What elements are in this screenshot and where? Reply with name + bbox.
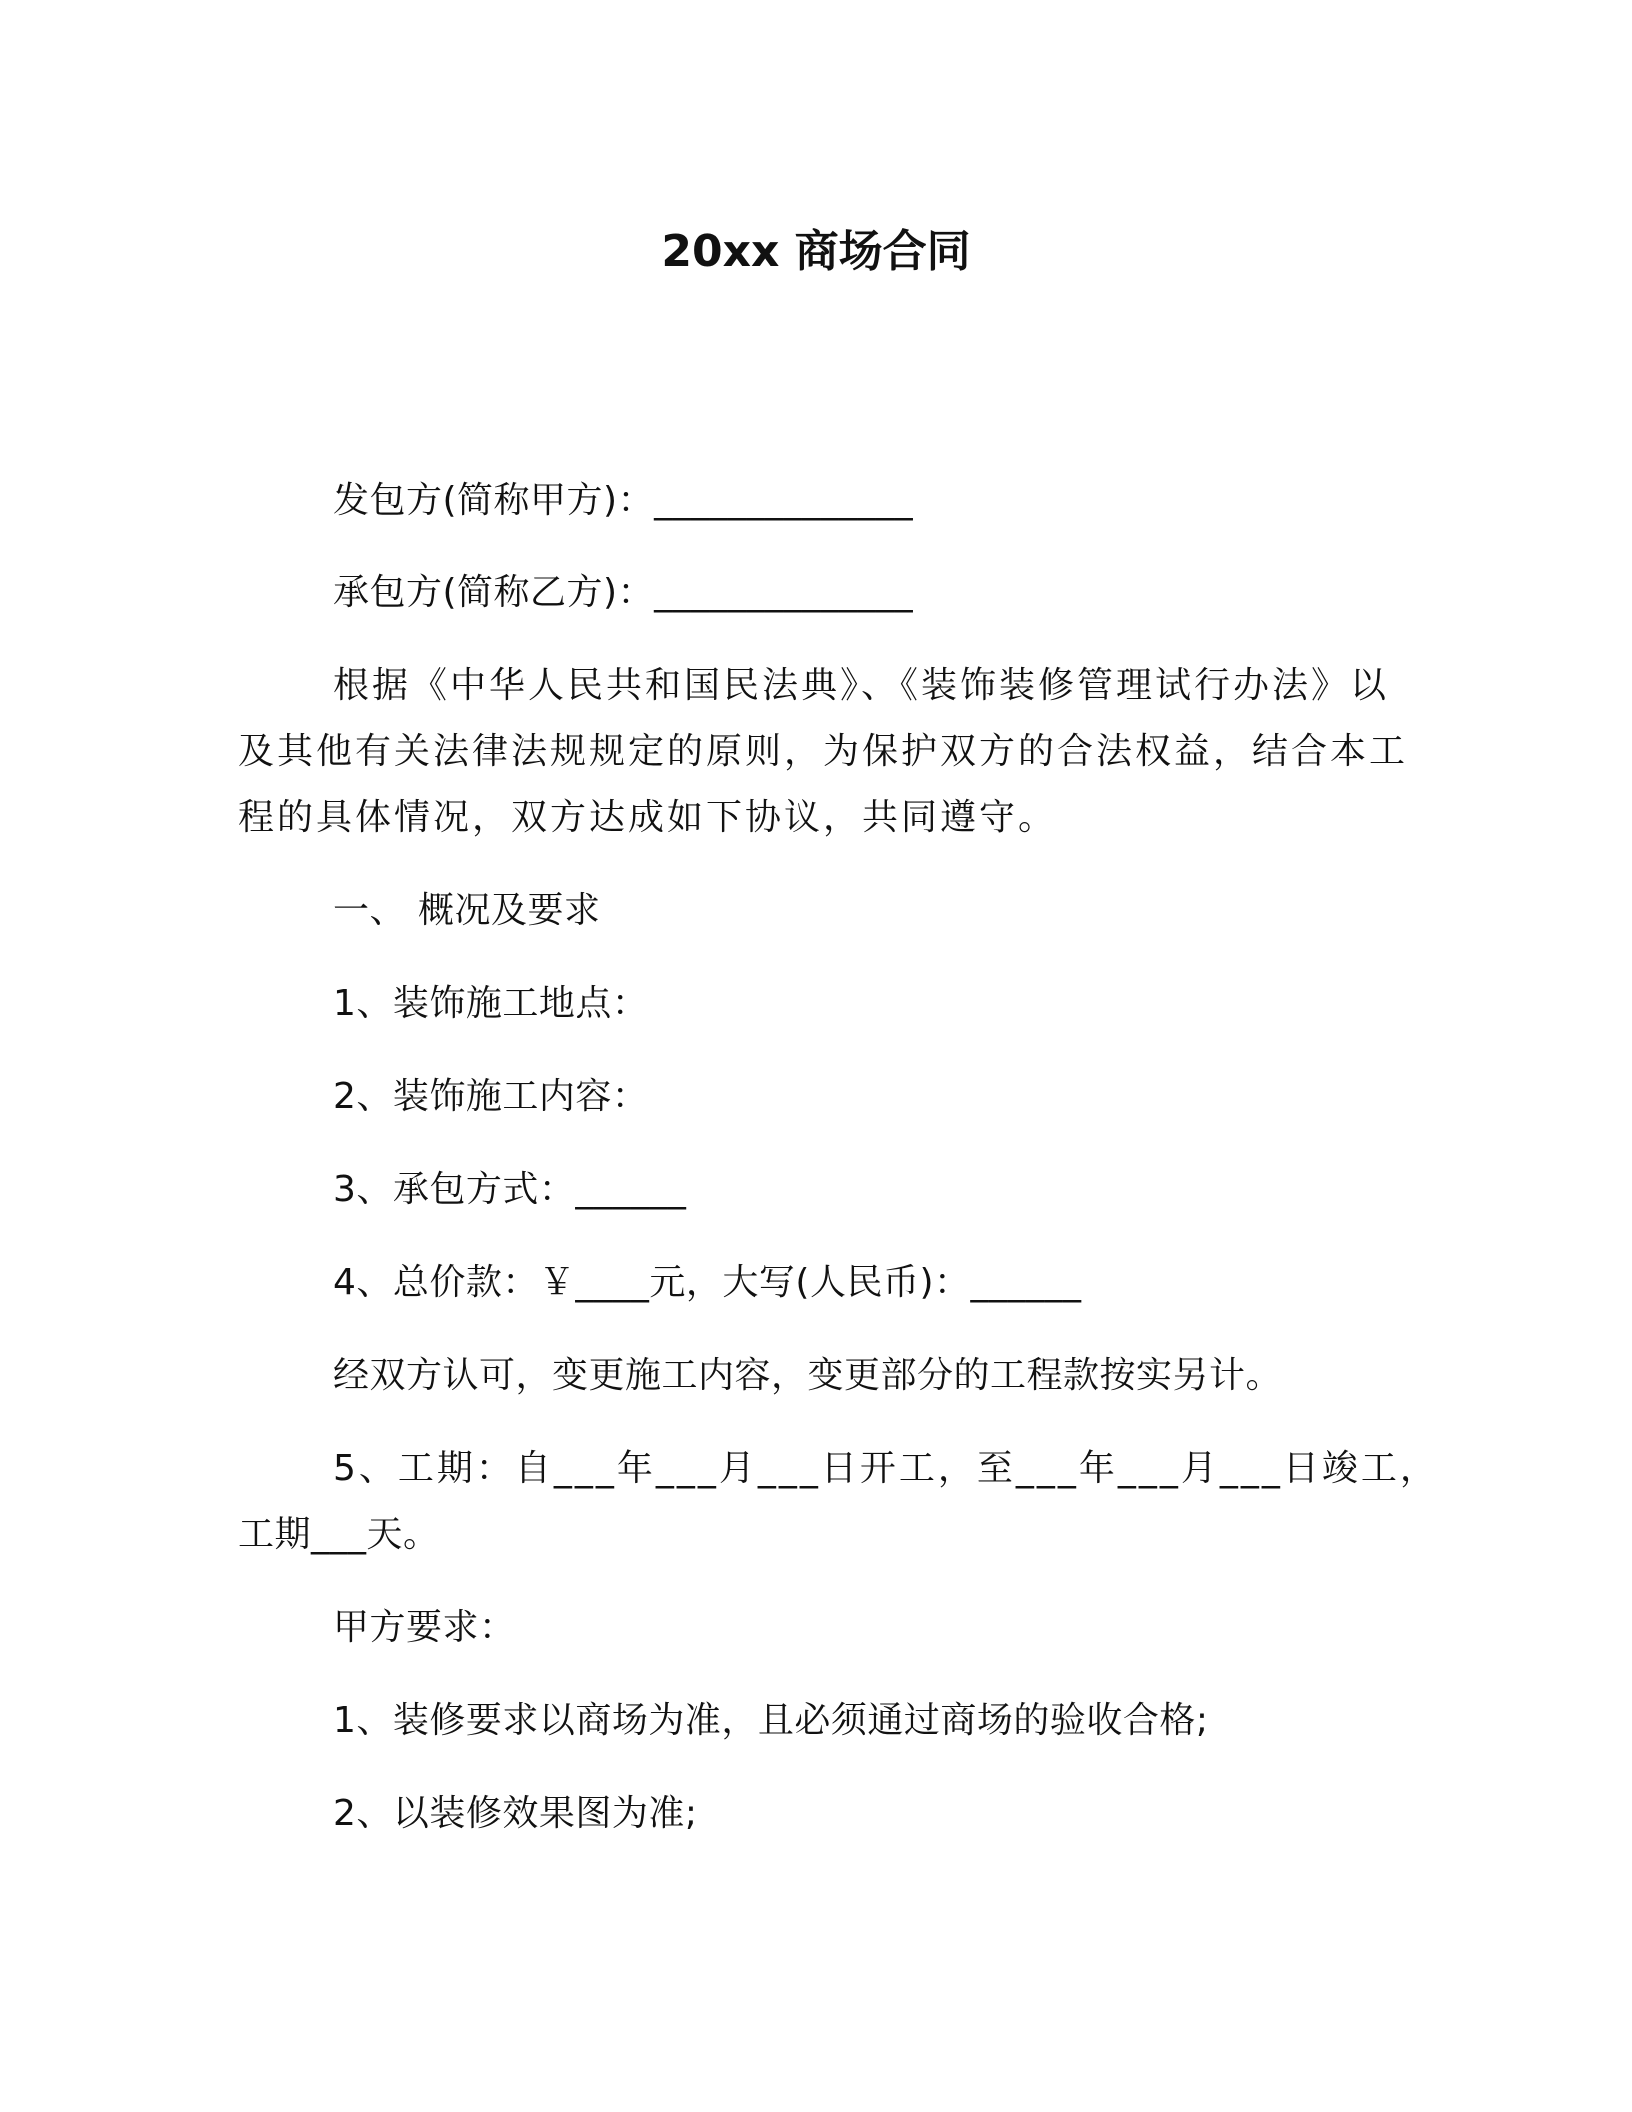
party-b-line: 承包方(简称乙方)：______________ [333,572,914,613]
section-heading: 一、 概况及要求 [333,890,601,931]
preamble-line-1: 根据《中华人民共和国民法典》、《装饰装修管理试行办法》以 [333,665,1390,706]
item-5-line-1: 5、工期：自___年___月___日开工，至___年___月___日竣工， [333,1448,1439,1489]
preamble-line-2: 及其他有关法律法规规定的原则，为保护双方的合法权益，结合本工 [238,731,1409,772]
document-title: 20xx 商场合同 [661,226,971,277]
requirements-heading: 甲方要求： [333,1607,516,1648]
item-5-line-2: 工期___天。 [238,1514,440,1555]
item-2: 2、装饰施工内容： [333,1076,649,1117]
change-note: 经双方认可，变更施工内容，变更部分的工程款按实另计。 [333,1355,1283,1396]
preamble-line-3: 程的具体情况，双方达成如下协议，共同遵守。 [238,797,1058,838]
item-4: 4、总价款：￥____元，大写(人民币)：______ [333,1262,1082,1303]
party-a-line: 发包方(简称甲方)：______________ [333,480,914,521]
item-3: 3、承包方式：______ [333,1169,687,1210]
item-1: 1、装饰施工地点： [333,983,649,1024]
requirement-2: 2、以装修效果图为准; [333,1793,698,1834]
requirement-1: 1、装修要求以商场为准，且必须通过商场的验收合格; [333,1700,1209,1741]
